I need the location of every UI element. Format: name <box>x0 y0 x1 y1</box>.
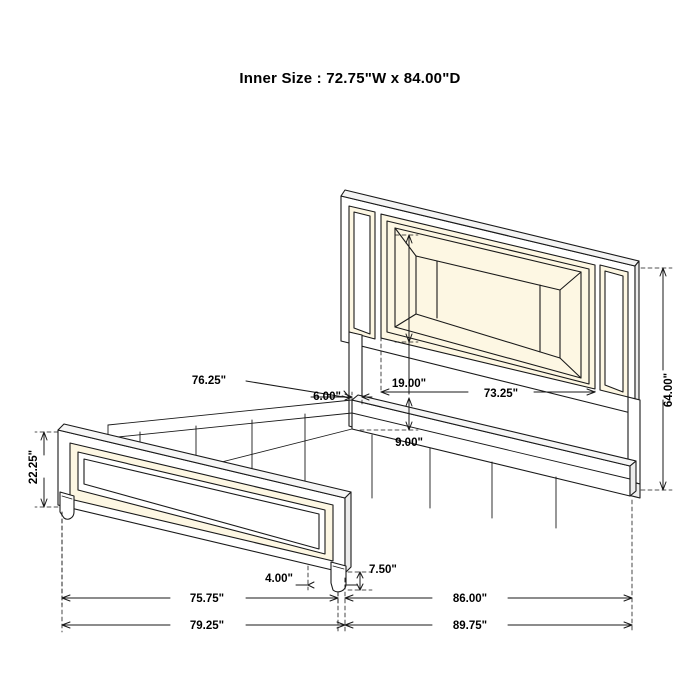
dim-footboard-height: 22.25" <box>28 449 40 485</box>
dim-headboard-width: 73.25" <box>483 388 519 400</box>
dim-panel-height: 19.00" <box>391 378 427 390</box>
dim-foot-leg-height: 7.50" <box>369 564 397 576</box>
dim-rail-length: 86.00" <box>452 593 488 605</box>
dim-rail-to-panel: 9.00" <box>395 437 423 449</box>
footboard-group <box>58 424 351 573</box>
dim-overall-depth-front: 79.25" <box>189 620 225 632</box>
page-title: Inner Size : 72.75"W x 84.00"D <box>239 70 461 87</box>
headboard-group <box>341 190 639 414</box>
dim-footboard-to-rail: 76.25" <box>191 375 227 387</box>
dim-overall-depth-back: 89.75" <box>452 620 488 632</box>
dim-headboard-height: 64.00" <box>663 372 675 408</box>
dim-footboard-depth: 75.75" <box>189 593 225 605</box>
dim-foot-leg-width: 4.00" <box>265 573 293 585</box>
dim-side-rail-thickness: 6.00" <box>313 391 341 403</box>
